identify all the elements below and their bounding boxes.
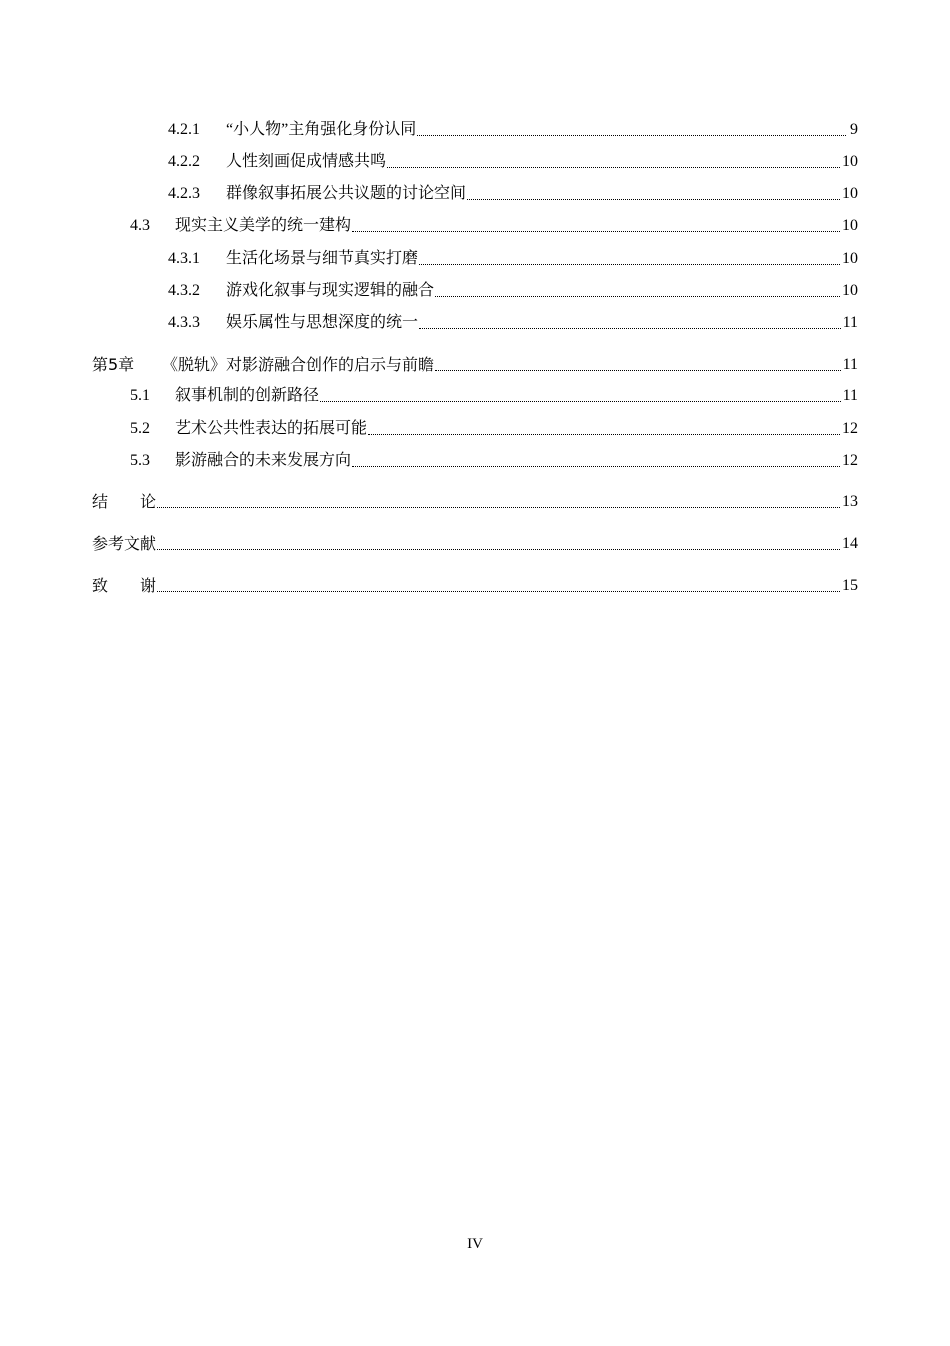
toc-entry-page: 10 (842, 217, 858, 234)
toc-entry-4-3-1[interactable] (168, 245, 858, 269)
toc-entry-page: 11 (842, 387, 858, 404)
toc-dot-leader (419, 264, 840, 265)
toc-entry-page: 10 (842, 153, 858, 170)
toc-entry-title: 致 谢 (92, 576, 157, 595)
toc-entry-5-2[interactable] (130, 415, 858, 439)
toc-entry-4-2-1[interactable] (168, 116, 858, 140)
toc-entry-number: 第5章 (92, 355, 135, 374)
toc-entry-number: 4.3 (130, 217, 150, 234)
toc-entry-page: 10 (842, 250, 858, 267)
toc-entry-references[interactable] (92, 530, 858, 554)
toc-entry-number: 5.2 (130, 420, 150, 437)
toc-entry-number: 4.3.2 (168, 282, 200, 299)
toc-entry-title: 人性刻画促成情感共鸣 (226, 153, 387, 170)
toc-entry-number: 4.3.1 (168, 250, 200, 267)
toc-entry-title: 结 论 (92, 492, 157, 511)
toc-dot-leader (368, 434, 840, 435)
toc-dot-leader (157, 507, 840, 508)
toc-entry-title: 影游融合的未来发展方向 (175, 452, 352, 469)
toc-entry-title: 生活化场景与细节真实打磨 (226, 250, 419, 267)
page-number-footer: IV (467, 1236, 483, 1252)
toc-entry-page: 13 (842, 493, 858, 510)
toc-entry-4-2-2[interactable] (168, 148, 858, 172)
toc-entry-title: 《脱轨》对影游融合创作的启示与前瞻 (162, 355, 435, 374)
toc-dot-leader (435, 370, 841, 371)
toc-dot-leader (419, 328, 841, 329)
toc-entry-title: 艺术公共性表达的拓展可能 (175, 420, 368, 437)
toc-entry-5-3[interactable] (130, 447, 858, 471)
toc-entry-acknowledgements[interactable] (92, 572, 858, 596)
toc-entry-title: “小人物”主角强化身份认同 (226, 121, 417, 138)
toc-entry-page: 10 (842, 282, 858, 299)
toc-entry-title: 现实主义美学的统一建构 (175, 217, 352, 234)
toc-dot-leader (417, 135, 846, 136)
toc-entry-4-3-3[interactable] (168, 309, 858, 333)
toc-entry-4-3[interactable] (130, 212, 858, 236)
toc-entry-number: 4.2.3 (168, 185, 200, 202)
toc-entry-4-2-3[interactable] (168, 180, 858, 204)
toc-entry-page: 11 (842, 314, 858, 331)
toc-dot-leader (387, 167, 840, 168)
toc-entry-page: 10 (842, 185, 858, 202)
toc-entry-title: 娱乐属性与思想深度的统一 (226, 314, 419, 331)
toc-entry-title: 游戏化叙事与现实逻辑的融合 (226, 282, 435, 299)
toc-entry-number: 5.1 (130, 387, 150, 404)
toc-entry-page: 11 (842, 356, 858, 373)
toc-dot-leader (352, 231, 840, 232)
toc-entry-chapter-5[interactable] (92, 351, 858, 375)
toc-dot-leader (352, 466, 840, 467)
toc-entry-5-1[interactable] (130, 382, 858, 406)
toc-entry-page: 9 (850, 121, 858, 138)
toc-entry-page: 15 (842, 577, 858, 594)
toc-entry-title: 参考文献 (92, 534, 157, 553)
toc-dot-leader (320, 401, 841, 402)
toc-dot-leader (157, 591, 840, 592)
toc-dot-leader (435, 296, 840, 297)
toc-entry-title: 叙事机制的创新路径 (175, 387, 320, 404)
toc-dot-leader (467, 199, 840, 200)
toc-entry-title: 群像叙事拓展公共议题的讨论空间 (226, 185, 467, 202)
toc-entry-page: 14 (842, 535, 858, 552)
toc-entry-number: 4.2.2 (168, 153, 200, 170)
toc-entry-number: 5.3 (130, 452, 150, 469)
toc-entry-conclusion[interactable] (92, 488, 858, 512)
toc-entry-page: 12 (842, 420, 858, 437)
toc-entry-4-3-2[interactable] (168, 277, 858, 301)
toc-dot-leader (157, 549, 840, 550)
toc-entry-number: 4.3.3 (168, 314, 200, 331)
toc-entry-page: 12 (842, 452, 858, 469)
toc-entry-number: 4.2.1 (168, 121, 200, 138)
